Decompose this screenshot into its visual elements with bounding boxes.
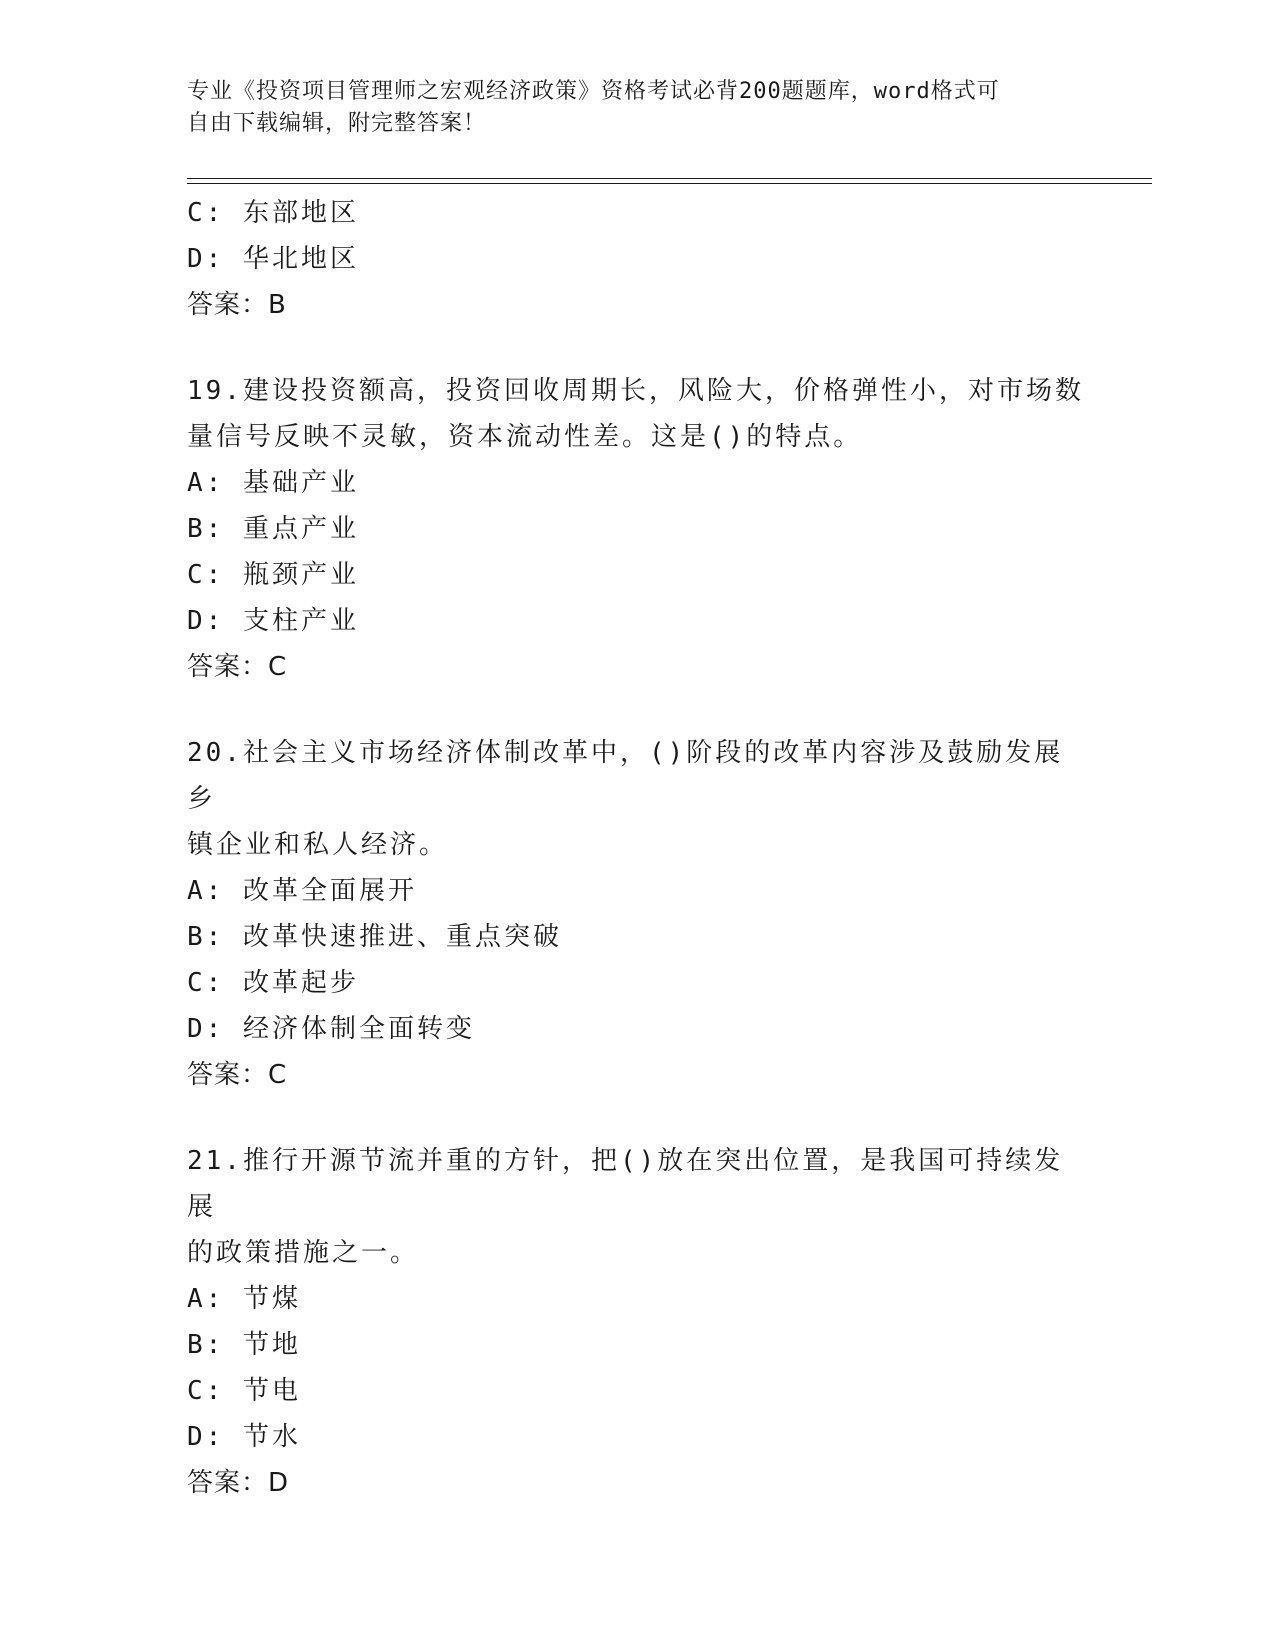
- question-19: [187, 368, 1087, 690]
- question-text-line: 20.社会主义市场经济体制改革中，()阶段的改革内容涉及鼓励发展乡: [187, 738, 1064, 814]
- option-b: B: 重点产业: [187, 514, 359, 544]
- question-21: [187, 1138, 1087, 1506]
- option-c: C: 瓶颈产业: [187, 560, 359, 590]
- option-c: C: 节电: [187, 1376, 301, 1406]
- question-text-line: 21.推行开源节流并重的方针，把()放在突出位置，是我国可持续发展: [187, 1146, 1064, 1222]
- option-c: C: 改革起步: [187, 968, 359, 998]
- answer-line: 答案：D: [187, 1468, 290, 1498]
- spacer: [187, 1098, 1087, 1138]
- option-d: D: 经济体制全面转变: [187, 1014, 475, 1044]
- header-line-1: 专业《投资项目管理师之宏观经济政策》资格考试必背200题题库，word格式可: [187, 79, 1000, 104]
- answer-line: 答案：C: [187, 652, 288, 682]
- option-d: D: 支柱产业: [187, 606, 359, 636]
- document-header: [187, 76, 1087, 140]
- question-text-line: 的政策措施之一。: [187, 1238, 420, 1268]
- question-20: [187, 730, 1087, 1098]
- question-text-line: 19.建设投资额高，投资回收周期长，风险大，价格弹性小，对市场数: [187, 376, 1084, 406]
- option-d: D: 节水: [187, 1422, 301, 1452]
- header-line-2: 自由下载编辑，附完整答案！: [187, 111, 487, 136]
- question-content: [187, 190, 1087, 1506]
- option-d: D: 华北地区: [187, 244, 359, 274]
- option-a: A: 节煤: [187, 1284, 301, 1314]
- spacer: [187, 690, 1087, 730]
- answer-line: 答案：C: [187, 1060, 288, 1090]
- option-b: B: 改革快速推进、重点突破: [187, 922, 562, 952]
- header-divider-bottom: [187, 183, 1152, 184]
- option-c: C: 东部地区: [187, 198, 359, 228]
- option-b: B: 节地: [187, 1330, 301, 1360]
- option-a: A: 基础产业: [187, 468, 359, 498]
- header-divider-top: [187, 178, 1152, 179]
- option-a: A: 改革全面展开: [187, 876, 417, 906]
- partial-question-18: [187, 190, 1087, 328]
- answer-line: 答案：B: [187, 290, 287, 320]
- question-text-line: 镇企业和私人经济。: [187, 830, 449, 860]
- spacer: [187, 328, 1087, 368]
- question-text-line: 量信号反映不灵敏，资本流动性差。这是()的特点。: [187, 422, 863, 452]
